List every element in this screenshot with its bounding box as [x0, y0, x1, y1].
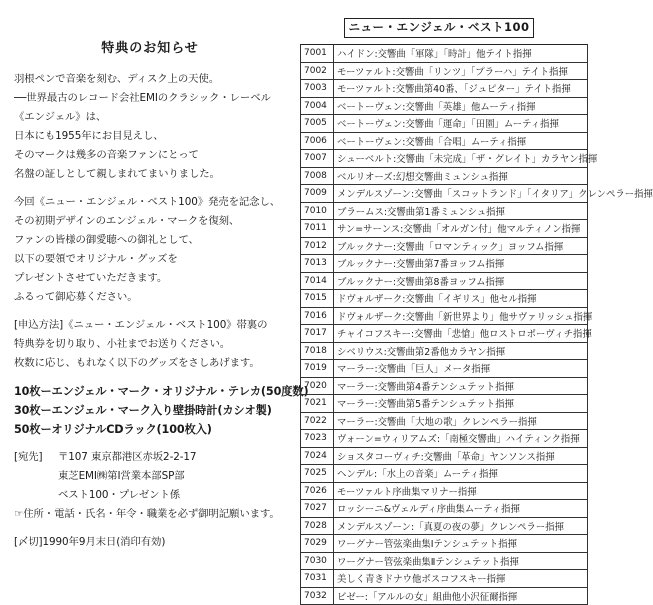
catalog-number: 7032 [301, 587, 334, 605]
table-row [301, 80, 588, 98]
catalog-number: 7027 [301, 500, 334, 518]
catalog-title: ハイドン:交響曲「軍隊」「時計」他テイト指揮 [334, 45, 588, 63]
catalog-title: 美しく青きドナウ他ボスコフスキー指揮 [334, 570, 588, 588]
catalog-title: モーツァルト:交響曲第40番、「ジュピター」テイト指揮 [334, 80, 588, 98]
catalog-table [300, 44, 653, 605]
catalog-number: 7026 [301, 482, 334, 500]
address-line: 東芝EMI㈱第Ⅰ営業本部SP部 [58, 470, 185, 482]
goods-item: 50枚ーオリジナルCDラック(100枚入) [14, 423, 212, 436]
intro-line: そのマークは幾多の音楽ファンにとって [14, 149, 199, 161]
intro-line: 名盤の証しとして親しまれてまいりました。 [14, 168, 220, 180]
catalog-number: 7015 [301, 290, 334, 308]
address-line: 〒107 東京都港区赤坂2-2-17 [58, 451, 197, 463]
catalog-number: 7031 [301, 570, 334, 588]
intro-line: 《エンジェル》は、 [14, 111, 107, 123]
catalog-number: 7002 [301, 62, 334, 80]
catalog-number: 7024 [301, 447, 334, 465]
catalog-number: 7003 [301, 80, 334, 98]
catalog-title: ブラームス:交響曲第1番ミュンシュ指揮 [334, 202, 588, 220]
table-row [301, 220, 588, 238]
body-line: その初期デザインのエンジェル・マークを復刻、 [14, 215, 240, 227]
table-row [301, 202, 588, 220]
table-row [301, 342, 588, 360]
table-row [301, 360, 588, 378]
catalog-title: ブルックナー:交響曲「ロマンティック」ヨッフム指揮 [334, 237, 588, 255]
table-row [301, 45, 588, 63]
body-line: 今回《ニュー・エンジェル・ベスト100》発売を記念し、 [14, 196, 281, 208]
catalog-number: 7007 [301, 150, 334, 168]
table-row [301, 290, 588, 308]
table-row [301, 255, 588, 273]
catalog-title: ベートーヴェン:交響曲「運命」「田園」ムーティ指揮 [334, 115, 588, 133]
catalog-number: 7004 [301, 97, 334, 115]
address-note: ☞住所・電話・氏名・年令・職業を必ず御明記願います。 [14, 508, 280, 520]
catalog-title: ヘンデル:「水上の音楽」ムーティ指揮 [334, 465, 588, 483]
catalog-number: 7012 [301, 237, 334, 255]
intro-paragraph [14, 70, 286, 184]
catalog-number: 7028 [301, 517, 334, 535]
application-line: 特典券を切り取り、小社までお送りください。 [14, 338, 231, 350]
table-row [301, 500, 588, 518]
body-paragraph [14, 193, 286, 307]
catalog-number: 7005 [301, 115, 334, 133]
table-row [301, 552, 588, 570]
table-row [301, 377, 588, 395]
table-row [301, 132, 588, 150]
table-row [301, 535, 588, 553]
catalog-title: ショスタコーヴィチ:交響曲「革命」ヤンソンス指揮 [334, 447, 588, 465]
catalog-number: 7014 [301, 272, 334, 290]
body-line: プレゼントさせていただきます。 [14, 272, 168, 284]
application-paragraph [14, 316, 286, 373]
goods-list [14, 382, 309, 439]
catalog-title: マーラー:交響曲「巨人」メータ指揮 [334, 360, 588, 378]
catalog-number: 7016 [301, 307, 334, 325]
table-row [301, 482, 588, 500]
address-line: ベスト100・プレゼント係 [58, 489, 181, 501]
catalog-number: 7001 [301, 45, 334, 63]
catalog-number: 7019 [301, 360, 334, 378]
catalog-title: マーラー:交響曲第4番テンシュテット指揮 [334, 377, 588, 395]
catalog-title: ワーグナー管弦楽曲集Ⅱテンシュテット指揮 [334, 552, 588, 570]
notice-section [14, 40, 309, 552]
table-row [301, 325, 588, 343]
catalog-number: 7018 [301, 342, 334, 360]
table-row [301, 517, 588, 535]
catalog-title: ベートーヴェン:交響曲「合唱」ムーティ指揮 [334, 132, 588, 150]
table-row [301, 62, 588, 80]
application-line: 枚数に応じ、もれなく以下のグッズをさしあげます。 [14, 357, 260, 369]
catalog-number: 7020 [301, 377, 334, 395]
table-row [301, 185, 588, 203]
table-row [301, 570, 588, 588]
catalog-title: ドヴォルザーク:交響曲「新世界より」他サヴァリッシュ指揮 [334, 307, 588, 325]
table-row [301, 465, 588, 483]
catalog-title: サン=サーンス:交響曲「オルガン付」他マルティノン指揮 [334, 220, 588, 238]
catalog-number: 7029 [301, 535, 334, 553]
table-row [301, 307, 588, 325]
table-row [301, 587, 588, 605]
table-row [301, 97, 588, 115]
catalog-number: 7025 [301, 465, 334, 483]
catalog-title: モーツァルト:交響曲「リンツ」「プラーハ」テイト指揮 [334, 62, 588, 80]
catalog-title: ブルックナー:交響曲第7番ヨッフム指揮 [334, 255, 588, 273]
catalog-title: ベルリオーズ:幻想交響曲ミュンシュ指揮 [334, 167, 588, 185]
catalog-title: ワーグナー管弦楽曲集Ⅰテンシュテット指揮 [334, 535, 588, 553]
catalog-title: モーツァルト序曲集マリナー指揮 [334, 482, 588, 500]
catalog-title: ベートーヴェン:交響曲「英雄」他ムーティ指揮 [334, 97, 588, 115]
catalog-number: 7006 [301, 132, 334, 150]
catalog-title: ドヴォルザーク:交響曲「イギリス」他セル指揮 [334, 290, 588, 308]
intro-line: ──世界最古のレコード会社EMIのクラシック・レーベル [14, 92, 271, 104]
catalog-number: 7017 [301, 325, 334, 343]
body-line: ふるって御応募ください。 [14, 291, 138, 303]
table-row [301, 115, 588, 133]
catalog-title: ロッシーニ&ヴェルディ序曲集ムーティ指揮 [334, 500, 588, 518]
catalog-title: メンデルスゾーン:「真夏の夜の夢」クレンペラー指揮 [334, 517, 588, 535]
table-row [301, 150, 588, 168]
goods-item: 30枚ーエンジェル・マーク入り壁掛時計(カシオ製) [14, 404, 272, 417]
catalog-number: 7023 [301, 430, 334, 448]
catalog-title: ブルックナー:交響曲第8番ヨッフム指揮 [334, 272, 588, 290]
table-row [301, 430, 588, 448]
catalog-number: 7022 [301, 412, 334, 430]
address-label: [宛先] [14, 451, 43, 463]
deadline: [〆切]1990年9月末日(消印有効) [14, 536, 166, 548]
catalog-number: 7009 [301, 185, 334, 203]
body-line: 以下の要領でオリジナル・グッズを [14, 253, 178, 265]
catalog-number: 7011 [301, 220, 334, 238]
catalog-number: 7008 [301, 167, 334, 185]
catalog-number: 7021 [301, 395, 334, 413]
catalog-title: シベリウス:交響曲第2番他カラヤン指揮 [334, 342, 588, 360]
address-block [14, 448, 286, 524]
catalog-section [300, 18, 653, 605]
goods-item: 10枚ーエンジェル・マーク・オリジナル・テレカ(50度数) [14, 385, 309, 398]
application-line: [申込方法]《ニュー・エンジェル・ベスト100》帯裏の [14, 319, 268, 331]
intro-line: 羽根ペンで音楽を刻む、ディスク上の天使。 [14, 73, 219, 85]
catalog-number: 7010 [301, 202, 334, 220]
table-row [301, 272, 588, 290]
table-row [301, 447, 588, 465]
catalog-title: メンデルスゾーン:交響曲「スコットランド」「イタリア」クレンペラー指揮 [334, 185, 588, 203]
catalog-title: ヴォーン=ウィリアムズ:「南極交響曲」ハイティンク指揮 [334, 430, 588, 448]
catalog-title: シューベルト:交響曲「未完成」「ザ・グレイト」カラヤン指揮 [334, 150, 588, 168]
catalog-number: 7013 [301, 255, 334, 273]
intro-line: 日本にも1955年にお目見えし、 [14, 130, 164, 142]
catalog-number: 7030 [301, 552, 334, 570]
table-row [301, 412, 588, 430]
notice-title: 特典のお知らせ [101, 41, 199, 56]
catalog-title: ビゼー:「アルルの女」組曲他小沢征爾指揮 [334, 587, 588, 605]
table-row [301, 167, 588, 185]
catalog-header: ニュー・エンジェル・ベスト100 [344, 18, 534, 38]
body-line: ファンの皆様の御愛聴への御礼として、 [14, 234, 199, 246]
table-row [301, 395, 588, 413]
table-row [301, 237, 588, 255]
catalog-title: チャイコフスキー:交響曲「悲愴」他ロストロポーヴィチ指揮 [334, 325, 588, 343]
catalog-title: マーラー:交響曲第5番テンシュテット指揮 [334, 395, 588, 413]
catalog-title: マーラー:交響曲「大地の歌」クレンペラー指揮 [334, 412, 588, 430]
